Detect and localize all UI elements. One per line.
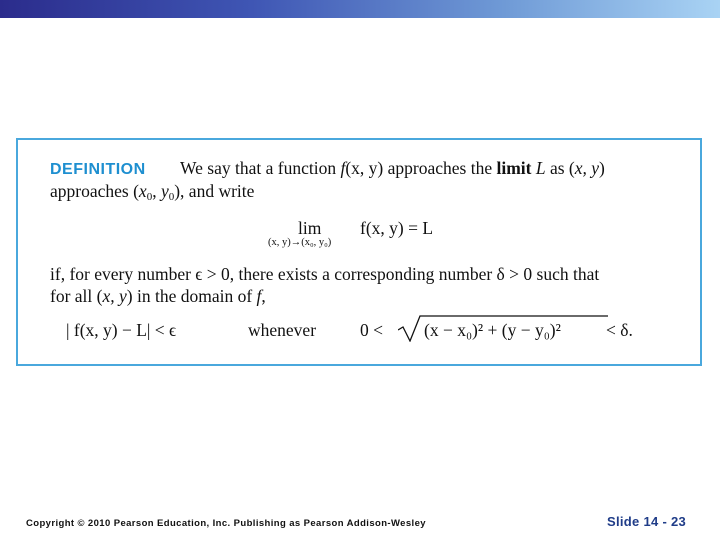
lim-subscript: (x, y)→(x₀, y₀) (268, 237, 332, 248)
top-gradient-bar (0, 0, 720, 18)
lim-expression: f(x, y) = L (360, 218, 434, 238)
inequality-left: | f(x, y) − L| < ϵ (66, 320, 177, 340)
definition-line-2: approaches ($x_0$, $y_0$), and write (50, 181, 255, 203)
radicand: (x − x₀)² + (y − y₀)² (424, 320, 561, 340)
definition-label: DEFINITION (50, 161, 146, 178)
definition-line-1: DEFINITION We say that a function f(x, y) approaches the limit L as (x, y) (50, 158, 605, 178)
slide-number: Slide 14 - 23 (607, 514, 687, 529)
inequality-right-start: 0 < (360, 320, 383, 340)
inequality-right-end: < δ. (606, 320, 633, 340)
definition-line-3: if, for every number ϵ > 0, there exists a corresponding number δ > 0 such that (50, 264, 600, 284)
whenever-word: whenever (248, 320, 317, 340)
lim-word: lim (298, 218, 322, 238)
copyright-text: Copyright © 2010 Pearson Education, Inc. Publishing as Pearson Addison-Wesley (26, 518, 426, 529)
definition-line-4: for all (x, y) in the domain of f, (50, 286, 266, 306)
